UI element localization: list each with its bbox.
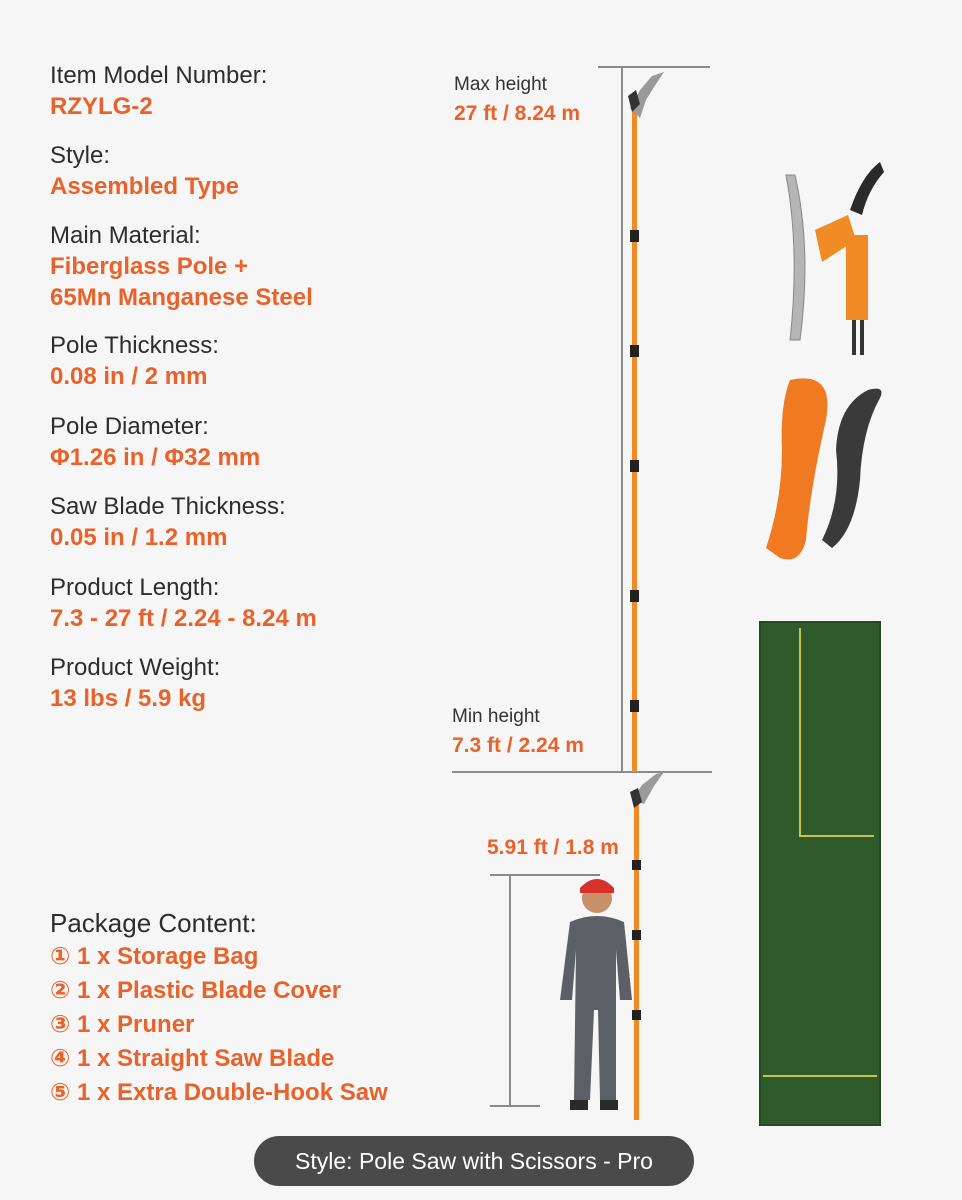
package-item: ⑤ 1 x Extra Double-Hook Saw xyxy=(50,1079,388,1106)
spec-label: Main Material: xyxy=(50,222,201,249)
spec-label: Product Weight: xyxy=(50,654,221,681)
extended-pole xyxy=(628,72,664,772)
min-height-value: 7.3 ft / 2.24 m xyxy=(452,734,584,757)
min-height-label: Min height xyxy=(452,706,540,727)
spec-label: Saw Blade Thickness: xyxy=(50,493,286,520)
plastic-blade-cover xyxy=(766,378,828,559)
straight-saw-blade xyxy=(786,175,805,340)
person-figure xyxy=(560,879,632,1110)
spec-value: 0.08 in / 2 mm xyxy=(50,363,208,390)
collapsed-pole xyxy=(630,772,664,1120)
spec-value: 13 lbs / 5.9 kg xyxy=(50,685,207,712)
package-content xyxy=(50,906,470,1110)
spec-value: Fiberglass Pole + xyxy=(50,253,249,280)
package-title: Package Content: xyxy=(50,908,257,938)
package-item: ③ 1 x Pruner xyxy=(50,1011,195,1038)
spec-value: Assembled Type xyxy=(50,173,239,200)
spec-label: Item Model Number: xyxy=(50,62,268,89)
spec-value: Φ1.26 in / Φ32 mm xyxy=(50,444,261,471)
person-height-value: 5.91 ft / 1.8 m xyxy=(487,836,619,859)
spec-value: 0.05 in / 1.2 mm xyxy=(50,524,228,551)
storage-bag xyxy=(760,622,880,1125)
spec-label: Style: xyxy=(50,142,111,169)
package-item: ② 1 x Plastic Blade Cover xyxy=(50,977,342,1004)
spec-label: Pole Diameter: xyxy=(50,413,209,440)
style-selector-pill[interactable]: Style: Pole Saw with Scissors - Pro xyxy=(254,1136,694,1186)
max-height-value: 27 ft / 8.24 m xyxy=(454,102,581,125)
spec-value: 7.3 - 27 ft / 2.24 - 8.24 m xyxy=(50,605,317,632)
spec-label: Pole Thickness: xyxy=(50,332,219,359)
pruner-head xyxy=(815,162,884,355)
double-hook-saw xyxy=(822,389,882,548)
max-height-label: Max height xyxy=(454,74,547,95)
package-item: ④ 1 x Straight Saw Blade xyxy=(50,1045,335,1072)
spec-label: Product Length: xyxy=(50,574,220,601)
spec-value-line2: 65Mn Manganese Steel xyxy=(50,284,313,311)
package-item: ① 1 x Storage Bag xyxy=(50,943,259,970)
spec-value: RZYLG-2 xyxy=(50,93,153,120)
